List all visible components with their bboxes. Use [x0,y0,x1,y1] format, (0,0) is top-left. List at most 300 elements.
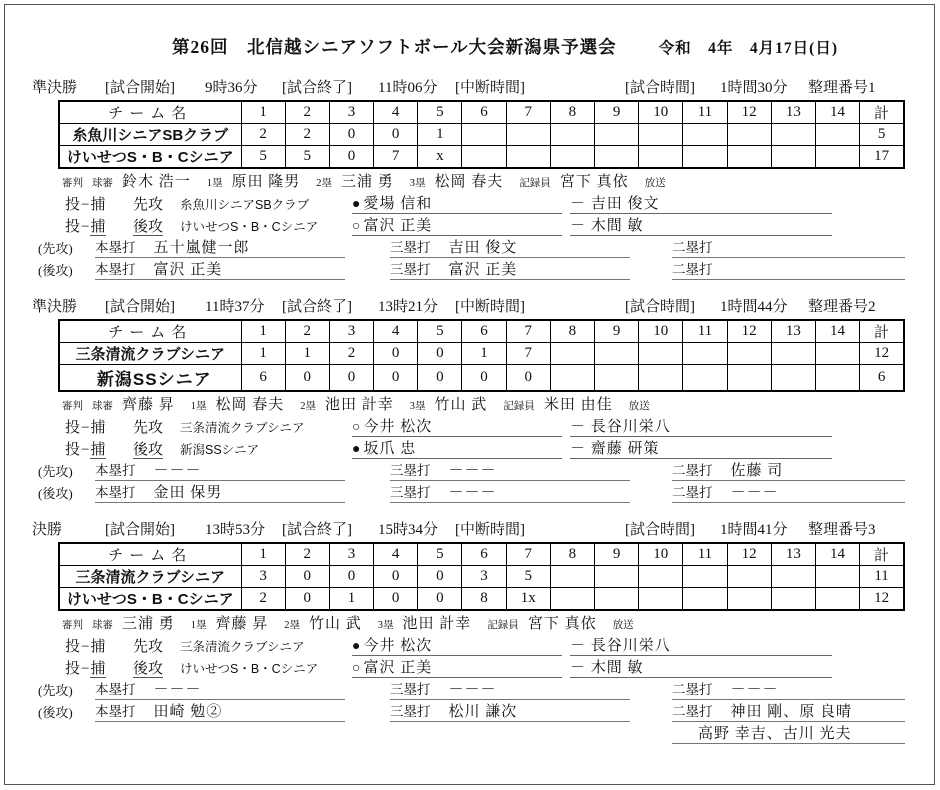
inning-score-cell [771,343,815,365]
inning-score-cell: 7 [374,146,418,169]
battery-team: 三条清流クラブシニア [180,640,305,654]
game-header [0,298,940,317]
first-base-name: 齊藤 昇 [215,616,269,632]
end-time: 13時21分 [378,299,439,315]
battery-team: けいせつS・B・Cシニア [180,662,319,676]
start-time: 11時37分 [205,299,265,315]
start-time: 9時36分 [205,80,258,96]
inning-header-cell: 5 [418,543,462,566]
inning-score-cell: 1 [329,588,373,611]
inning-header-cell: 1 [241,320,285,343]
end-time: 15時34分 [378,522,439,538]
inning-score-cell: 6 [860,365,904,392]
plate-umpire-label: 球審 [92,401,113,412]
hits-side: (先攻) [38,241,73,256]
battery-team: けいせつS・B・Cシニア [180,220,319,234]
score-row [59,124,904,146]
inning-score-cell [683,343,727,365]
duration-label: [試合時間] [625,80,695,96]
inning-score-cell [771,146,815,169]
homerun-label: 本塁打 [95,485,136,500]
inning-score-cell [550,365,594,392]
hits-side: (後攻) [38,705,73,720]
team-name-header: チーム名 [59,101,241,124]
battery-separator: － [570,441,591,457]
battery-team: 新潟SSシニア [180,443,260,457]
scorer-name: 米田 由佳 [543,397,613,413]
loss-mark-icon: ● [352,639,362,654]
homerun-value: 田崎 勉② [153,704,223,720]
win-mark-icon: ○ [352,219,362,234]
inning-score-cell [639,124,683,146]
battery-row-away [0,634,940,656]
inning-score-cell [815,146,859,169]
game-block-2 [0,298,940,503]
homerun-field [95,459,345,481]
first-base-label: 1塁 [190,401,207,412]
inning-score-cell [639,566,683,588]
homerun-field [95,481,345,503]
inning-score-cell: 2 [241,124,285,146]
inning-header-cell: 14 [815,320,859,343]
inning-score-cell: 1 [285,343,329,365]
homerun-label: 本塁打 [95,463,136,478]
inning-header-cell: 4 [374,543,418,566]
homerun-field [95,700,345,722]
catcher-name [570,437,832,459]
inning-score-cell: 0 [418,566,462,588]
inning-header-cell: 10 [639,543,683,566]
battery-label [65,635,133,656]
catcher-name [570,415,832,437]
page-date: 令和 4年 4月17日(日) [658,40,838,57]
hits-row-away [0,459,940,481]
inning-header-cell: 7 [506,543,550,566]
inning-score-cell [639,588,683,611]
catcher-name [570,656,832,678]
battery-label-tail: 捕 [90,219,107,235]
third-base-name: 池田 計幸 [402,616,472,632]
inning-header-cell: 1 [241,543,285,566]
triple-value: －－－ [448,682,497,698]
inning-score-cell: 0 [418,365,462,392]
battery-label-head: 投− [65,661,91,677]
team-name-header: チーム名 [59,543,241,566]
start-label: [試合開始] [105,80,175,96]
plate-umpire-label: 球審 [92,178,113,189]
inning-score-cell: 0 [418,588,462,611]
triple-label: 三塁打 [390,485,431,500]
pitcher-text: 富沢 正美 [363,660,433,676]
hits-row-home [0,258,940,280]
inning-score-cell: 1 [462,343,506,365]
homerun-label: 本塁打 [95,240,136,255]
inning-header-cell: 14 [815,101,859,124]
inning-score-cell [462,146,506,169]
inning-score-cell: 0 [374,343,418,365]
homerun-field [95,678,345,700]
battery-row-home [0,656,940,678]
umpire-label: 審判 [62,620,83,631]
inning-header-cell: 8 [550,101,594,124]
inning-score-cell: 0 [506,365,550,392]
inning-score-cell: 2 [285,124,329,146]
battery-label-head: 投− [65,420,91,436]
inning-header-cell: 10 [639,320,683,343]
pitcher-text: 愛場 信和 [363,196,433,212]
score-row [59,146,904,169]
triple-label: 三塁打 [390,262,431,277]
homerun-value: 金田 保男 [153,485,223,501]
inning-score-cell: 2 [241,588,285,611]
battery-separator: － [570,419,591,435]
battery-label [65,657,133,678]
battery-label-head: 投− [65,442,91,458]
inning-score-cell [815,588,859,611]
inning-header-cell: 2 [285,101,329,124]
third-base-label: 3塁 [409,401,426,412]
end-label: [試合終了] [282,80,352,96]
triple-value: 富沢 正美 [448,262,518,278]
inning-score-cell: 11 [860,566,904,588]
triple-field [390,258,630,280]
inning-score-cell: 0 [374,124,418,146]
pause-label: [中断時間] [455,522,525,538]
serial-number: 整理番号1 [808,80,876,96]
second-base-label: 2塁 [316,178,333,189]
inning-score-cell [683,365,727,392]
team-name-cell: けいせつS・B・Cシニア [59,588,241,611]
team-name-header: チーム名 [59,320,241,343]
inning-score-cell [815,343,859,365]
scorer-label: 記録員 [519,178,551,189]
triple-field [390,481,630,503]
inning-header-cell: 13 [771,101,815,124]
inning-header-cell: 6 [462,101,506,124]
triple-label: 三塁打 [390,240,431,255]
triple-label: 三塁打 [390,463,431,478]
battery-label [65,416,133,437]
homerun-value: －－－ [153,682,202,698]
round-label: 決勝 [32,522,63,538]
double-value: 神田 剛、原 良晴 [730,704,853,720]
pitcher-name [352,415,562,437]
umpire-label: 審判 [62,178,83,189]
pause-label: [中断時間] [455,80,525,96]
pitcher-text: 今井 松次 [363,638,433,654]
inning-score-cell [683,588,727,611]
inning-header-cell: 9 [595,543,639,566]
score-header-row [59,543,904,566]
catcher-text: 木間 敏 [590,660,644,676]
inning-score-cell: 0 [285,566,329,588]
inning-header-cell: 12 [727,101,771,124]
inning-score-cell: 5 [506,566,550,588]
inning-score-cell [727,365,771,392]
triple-value: －－－ [448,463,497,479]
plate-umpire-name: 三浦 勇 [122,616,175,632]
battery-side: 先攻 [133,420,164,436]
inning-score-cell [771,588,815,611]
score-header-row [59,101,904,124]
double-field [672,258,905,280]
battery-side: 先攻 [133,197,164,213]
battery-side [133,657,180,678]
homerun-label: 本塁打 [95,262,136,277]
triple-value: －－－ [448,485,497,501]
scorer-label: 記録員 [487,620,519,631]
triple-value: 松川 謙次 [448,704,518,720]
inning-header-cell: 4 [374,320,418,343]
end-time: 11時06分 [378,80,438,96]
catcher-text: 長谷川栄八 [590,638,671,654]
scorer-name: 宮下 真依 [559,174,629,190]
inning-score-cell [595,146,639,169]
team-name-cell: 新潟SSシニア [59,365,241,392]
inning-score-cell [595,566,639,588]
inning-score-cell [815,566,859,588]
first-base-label: 1塁 [206,178,223,189]
team-name-cell: 糸魚川シニアSBクラブ [59,124,241,146]
third-base-name: 竹山 武 [434,397,488,413]
double-value: －－－ [730,682,779,698]
inning-score-cell [727,588,771,611]
officials-row [0,396,940,415]
homerun-value: 富沢 正美 [153,262,223,278]
team-name-cell: 三条清流クラブシニア [59,566,241,588]
inning-score-cell [683,146,727,169]
inning-score-cell [683,566,727,588]
duration-label: [試合時間] [625,299,695,315]
homerun-label: 本塁打 [95,704,136,719]
inning-header-cell: 9 [595,101,639,124]
hits-row-home [0,481,940,503]
battery-side-text: 後攻 [133,219,164,235]
pitcher-name [352,192,562,214]
inning-header-cell: 7 [506,320,550,343]
end-label: [試合終了] [282,299,352,315]
inning-score-cell: 0 [462,365,506,392]
inning-score-cell: 7 [506,343,550,365]
start-time: 13時53分 [205,522,266,538]
title-row [0,0,940,59]
inning-score-cell: 5 [285,146,329,169]
inning-score-cell [727,343,771,365]
double-label: 二塁打 [672,682,713,697]
inning-header-cell: 14 [815,543,859,566]
battery-side [133,215,180,236]
catcher-name [570,634,832,656]
battery-label [65,193,133,214]
inning-score-cell: 12 [860,588,904,611]
second-base-name: 竹山 武 [309,616,362,632]
inning-score-cell: 6 [241,365,285,392]
inning-score-cell [771,566,815,588]
catcher-name [570,214,832,236]
pitcher-name [352,656,562,678]
duration-value: 1時間30分 [720,80,788,96]
triple-field [390,678,630,700]
double-field [672,700,905,722]
inning-score-cell [639,146,683,169]
scorer-name: 宮下 真依 [527,616,597,632]
inning-score-cell: 1 [418,124,462,146]
inning-header-cell: 3 [329,101,373,124]
inning-score-cell: 0 [374,588,418,611]
homerun-field [95,236,345,258]
first-base-name: 原田 隆男 [231,174,301,190]
inning-score-cell: 0 [329,566,373,588]
inning-header-cell: 4 [374,101,418,124]
inning-score-cell: 0 [329,365,373,392]
homerun-value: 五十嵐健一郎 [153,240,250,256]
double-field [672,236,905,258]
inning-score-cell: 5 [241,146,285,169]
inning-header-cell: 10 [639,101,683,124]
inning-header-cell: 計 [860,320,904,343]
second-base-name: 池田 計幸 [325,397,394,413]
game-header [0,521,940,540]
inning-header-cell: 9 [595,320,639,343]
battery-side: 先攻 [133,639,164,655]
inning-score-cell [550,146,594,169]
officials-row [0,173,940,192]
inning-header-cell: 13 [771,320,815,343]
hits-row-away [0,236,940,258]
battery-separator: － [570,196,591,212]
battery-label-tail: 捕 [90,661,107,677]
battery-label-tail: 捕 [90,420,107,436]
homerun-value: －－－ [153,463,202,479]
third-base-label: 3塁 [409,178,426,189]
hits-row-home [0,700,940,722]
win-mark-icon: ○ [352,420,362,435]
inning-header-cell: 7 [506,101,550,124]
inning-score-cell [727,146,771,169]
inning-header-cell: 11 [683,320,727,343]
inning-header-cell: 12 [727,320,771,343]
catcher-text: 長谷川栄八 [590,419,671,435]
score-table [58,319,905,392]
inning-score-cell [550,124,594,146]
battery-row-home [0,437,940,459]
double-field [672,459,905,481]
announcer-label: 放送 [612,620,634,631]
pause-label: [中断時間] [455,299,525,315]
third-base-label: 3塁 [377,620,394,631]
inning-header-cell: 8 [550,543,594,566]
inning-score-cell: 3 [241,566,285,588]
plate-umpire-label: 球審 [92,620,113,631]
homerun-label: 本塁打 [95,682,136,697]
battery-side [133,438,180,459]
duration-value: 1時間44分 [720,299,788,315]
win-mark-icon: ○ [352,661,362,676]
first-base-name: 松岡 春夫 [215,397,285,413]
catcher-text: 齋藤 研策 [590,441,660,457]
serial-number: 整理番号2 [808,299,876,315]
inning-score-cell [727,566,771,588]
officials-row [0,615,940,634]
doubles-extra-row [0,722,940,744]
inning-header-cell: 11 [683,101,727,124]
inning-score-cell [595,124,639,146]
battery-label-head: 投− [65,219,91,235]
triple-field [390,700,630,722]
inning-score-cell [550,566,594,588]
double-field [672,481,905,503]
inning-header-cell: 計 [860,543,904,566]
battery-label-head: 投− [65,639,91,655]
inning-score-cell: 0 [374,365,418,392]
inning-header-cell: 11 [683,543,727,566]
catcher-text: 木間 敏 [590,218,644,234]
catcher-name [570,192,832,214]
umpire-label: 審判 [62,401,83,412]
loss-mark-icon: ● [352,442,362,457]
inning-score-cell [683,124,727,146]
inning-score-cell: 3 [462,566,506,588]
score-table [58,100,905,169]
loss-mark-icon: ● [352,197,362,212]
hits-side: (先攻) [38,464,73,479]
catcher-text: 吉田 俊文 [590,196,660,212]
inning-score-cell: x [418,146,462,169]
inning-score-cell: 0 [285,588,329,611]
score-row [59,588,904,611]
inning-score-cell: 0 [329,146,373,169]
inning-score-cell [727,124,771,146]
double-label: 二塁打 [672,463,713,478]
inning-score-cell [550,343,594,365]
battery-team: 三条清流クラブシニア [180,421,305,435]
battery-team: 糸魚川シニアSBクラブ [180,198,310,212]
third-base-name: 松岡 春夫 [434,174,504,190]
battery-label [65,438,133,459]
start-label: [試合開始] [105,299,175,315]
inning-score-cell [462,124,506,146]
battery-side-text: 後攻 [133,661,164,677]
start-label: [試合開始] [105,522,175,538]
plate-umpire-name: 鈴木 浩一 [122,174,191,190]
double-value: －－－ [730,485,779,501]
inning-header-cell: 5 [418,101,462,124]
inning-header-cell: 13 [771,543,815,566]
inning-header-cell: 8 [550,320,594,343]
pitcher-name [352,214,562,236]
inning-score-cell: 1x [506,588,550,611]
homerun-field [95,258,345,280]
duration-label: [試合時間] [625,522,695,538]
inning-score-cell [595,365,639,392]
double-label: 二塁打 [672,704,713,719]
battery-row-home [0,214,940,236]
inning-score-cell: 17 [860,146,904,169]
inning-score-cell: 0 [329,124,373,146]
round-label: 準決勝 [32,299,78,315]
inning-score-cell [506,124,550,146]
inning-score-cell: 0 [418,343,462,365]
double-value: 佐藤 司 [730,463,784,479]
battery-label [65,215,133,236]
battery-separator: － [570,638,591,654]
page-title: 第26回 北信越シニアソフトボール大会新潟県予選会 [172,37,617,57]
announcer-label: 放送 [628,401,650,412]
inning-header-cell: 5 [418,320,462,343]
second-base-name: 三浦 勇 [341,174,394,190]
second-base-label: 2塁 [300,401,317,412]
scorer-label: 記録員 [503,401,535,412]
